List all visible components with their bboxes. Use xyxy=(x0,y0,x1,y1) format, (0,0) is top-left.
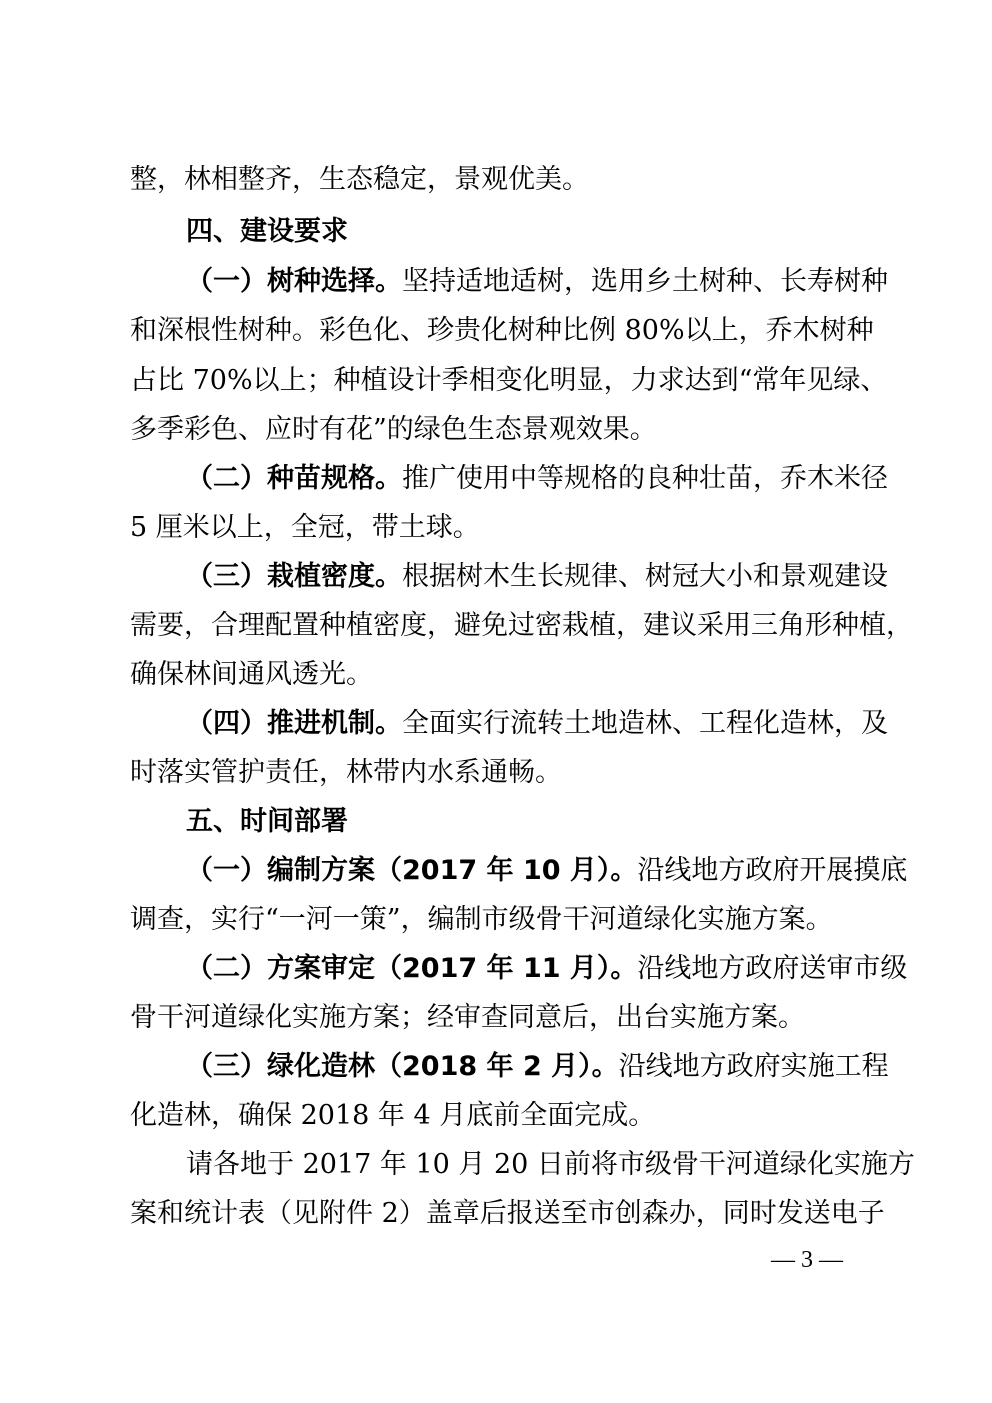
section-heading-5: 五、时间部署 xyxy=(186,806,348,837)
paragraph-line: 调查，实行“一河一策”，编制市级骨干河道绿化实施方案。 xyxy=(130,904,833,935)
timeline-1-line xyxy=(186,851,908,891)
timeline-3-line xyxy=(186,1047,889,1087)
paragraph-line: 骨干河道绿化实施方案；经审查同意后，出台实施方案。 xyxy=(130,1002,805,1033)
subsection-1-text: 坚持适地适树，选用乡土树种、长寿树种 xyxy=(402,266,888,297)
subsection-1-line xyxy=(186,262,888,302)
page-number: — 3 — xyxy=(771,1247,843,1273)
timeline-3-heading: （三）绿化造林（2018 年 2 月）。 xyxy=(186,1051,619,1082)
section-heading-4: 四、建设要求 xyxy=(186,216,348,247)
subsection-2-line xyxy=(186,459,888,499)
subsection-2-heading: （二）种苗规格。 xyxy=(186,463,402,494)
subsection-4-text: 全面实行流转土地造林、工程化造林，及 xyxy=(402,708,888,739)
paragraph-line: 和深根性树种。彩色化、珍贵化树种比例 80%以上，乔木树种 xyxy=(130,315,874,346)
timeline-1-text: 沿线地方政府开展摸底 xyxy=(637,855,908,886)
timeline-2-line xyxy=(186,949,908,989)
timeline-1-heading: （一）编制方案（2017 年 10 月）。 xyxy=(186,855,638,886)
subsection-3-line xyxy=(186,557,888,597)
paragraph-line: 时落实管护责任，林带内水系通畅。 xyxy=(130,757,562,788)
paragraph-line: 占比 70%以上；种植设计季相变化明显，力求达到“常年见绿、 xyxy=(130,365,888,396)
subsection-1-heading: （一）树种选择。 xyxy=(186,266,402,297)
timeline-2-text: 沿线地方政府送审市级 xyxy=(637,953,908,984)
paragraph-line: 确保林间通风透光。 xyxy=(130,659,373,690)
timeline-2-heading: （二）方案审定（2017 年 11 月）。 xyxy=(186,953,638,984)
timeline-3-text: 沿线地方政府实施工程 xyxy=(618,1051,889,1082)
closing-line: 请各地于 2017 年 10 月 20 日前将市级骨干河道绿化实施方 xyxy=(186,1149,915,1180)
paragraph-line: 需要，合理配置种植密度，避免过密栽植，建议采用三角形种植， xyxy=(130,610,913,641)
subsection-3-heading: （三）栽植密度。 xyxy=(186,561,402,592)
paragraph-line: 化造林，确保 2018 年 4 月底前全面完成。 xyxy=(130,1100,656,1131)
subsection-4-heading: （四）推进机制。 xyxy=(186,708,402,739)
subsection-3-text: 根据树木生长规律、树冠大小和景观建设 xyxy=(402,561,888,592)
subsection-2-text: 推广使用中等规格的良种壮苗，乔木米径 xyxy=(402,463,888,494)
paragraph-line: 5 厘米以上，全冠，带土球。 xyxy=(130,512,480,543)
paragraph-line: 整，林相整齐，生态稳定，景观优美。 xyxy=(130,164,589,195)
paragraph-line: 多季彩色、应时有花”的绿色生态景观效果。 xyxy=(130,414,657,445)
subsection-4-line xyxy=(186,704,888,744)
paragraph-line: 案和统计表（见附件 2）盖章后报送至市创森办，同时发送电子 xyxy=(130,1198,885,1229)
